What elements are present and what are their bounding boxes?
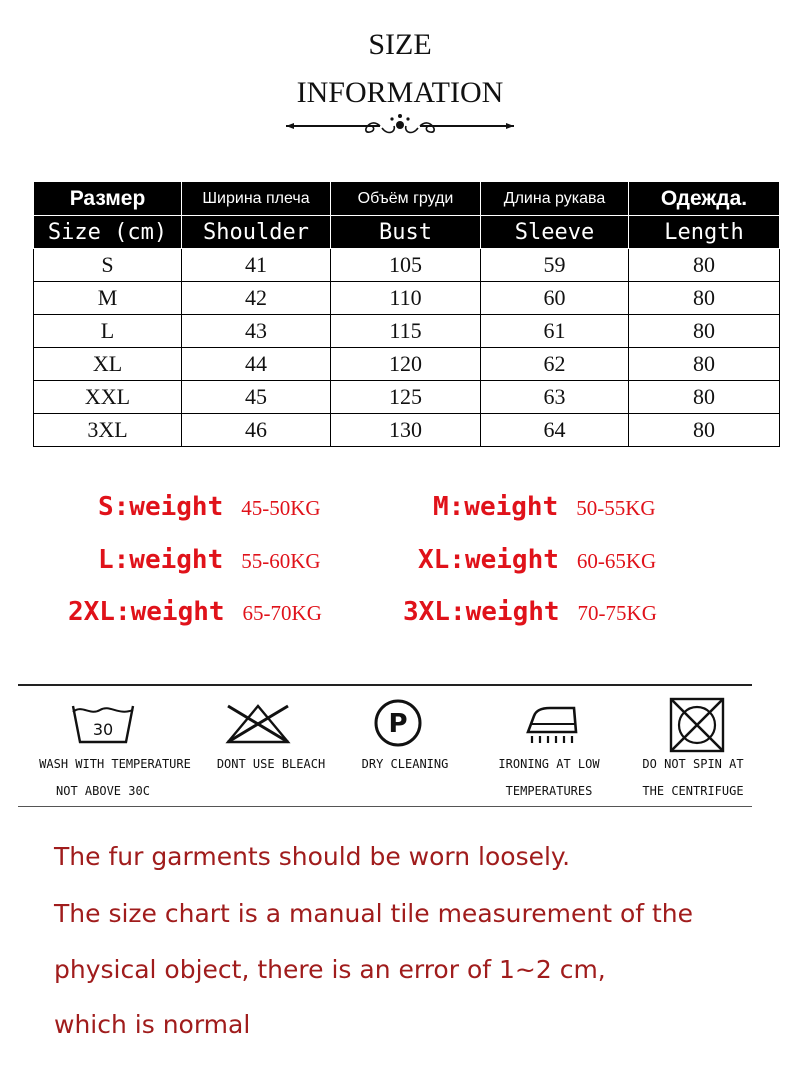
weight-xl	[418, 545, 656, 575]
care-label-spin	[630, 751, 756, 805]
table-row	[34, 381, 780, 414]
cell-sleeve: 62	[481, 348, 629, 381]
cell-length: 80	[629, 414, 780, 447]
cell-size: 3XL	[34, 414, 182, 447]
header-shoulder: Shoulder	[182, 216, 331, 249]
cell-size: XL	[34, 348, 182, 381]
care-label-iron	[486, 751, 612, 805]
cell-sleeve: 64	[481, 414, 629, 447]
weight-m	[433, 492, 656, 522]
header-sleeve: Sleeve	[481, 216, 629, 249]
weight-label: L:weight	[98, 545, 224, 575]
weight-s	[98, 492, 321, 522]
header-row-english	[34, 216, 780, 249]
cell-size: M	[34, 282, 182, 315]
weight-2xl	[68, 597, 322, 627]
cell-length: 80	[629, 282, 780, 315]
care-label-bleach	[206, 751, 336, 778]
cell-bust: 105	[331, 249, 481, 282]
header-size: Size (cm)	[34, 216, 182, 249]
care-text-line: DO NOT SPIN AT	[642, 757, 744, 771]
cell-sleeve: 61	[481, 315, 629, 348]
care-text-line: TEMPERATURES	[505, 784, 593, 798]
cell-sleeve: 63	[481, 381, 629, 414]
care-text-line: NOT ABOVE 30C	[56, 784, 150, 798]
table-row	[34, 249, 780, 282]
wash-30-icon	[70, 702, 136, 746]
header-length-ru: Одежда.	[629, 182, 780, 216]
cell-length: 80	[629, 381, 780, 414]
no-bleach-icon	[222, 702, 294, 746]
weight-label: XL:weight	[418, 545, 559, 575]
weight-value: 70-75KG	[577, 601, 657, 625]
weight-value: 50-55KG	[576, 496, 656, 520]
dry-clean-letter: P	[388, 709, 408, 739]
cell-size: L	[34, 315, 182, 348]
header-size-ru: Размер	[34, 182, 182, 216]
weight-value: 45-50KG	[241, 496, 321, 520]
care-text-line: DONT USE BLEACH	[216, 757, 326, 771]
weight-label: S:weight	[98, 492, 224, 522]
cell-size: S	[34, 249, 182, 282]
cell-length: 80	[629, 249, 780, 282]
weight-value: 55-60KG	[241, 549, 321, 573]
note-line-2: The size chart is a manual tile measurement of the	[54, 899, 694, 928]
cell-bust: 120	[331, 348, 481, 381]
cell-length: 80	[629, 315, 780, 348]
weight-value: 65-70KG	[242, 601, 322, 625]
care-text-line: WASH WITH TEMPERATURE	[39, 757, 191, 771]
cell-shoulder: 43	[182, 315, 331, 348]
note-line-4: which is normal	[54, 1010, 251, 1039]
weight-value: 60-65KG	[576, 549, 657, 573]
weight-label: 3XL:weight	[403, 597, 560, 627]
iron-low-icon	[522, 702, 580, 746]
title-size: SIZE	[368, 28, 432, 61]
note-line-3: physical object, there is an error of 1~2 cm,	[54, 955, 606, 984]
care-label-dry-clean	[350, 751, 460, 778]
weight-l	[98, 545, 321, 575]
cell-size: XXL	[34, 381, 182, 414]
care-text-line: DRY CLEANING	[361, 757, 449, 771]
size-table	[33, 181, 780, 447]
no-tumble-dry-icon	[668, 696, 726, 754]
care-top-rule	[18, 684, 752, 686]
weight-label: M:weight	[433, 492, 559, 522]
cell-shoulder: 42	[182, 282, 331, 315]
cell-sleeve: 60	[481, 282, 629, 315]
care-text-line: IRONING AT LOW	[498, 757, 600, 771]
ornament-divider	[284, 112, 516, 140]
cell-length: 80	[629, 348, 780, 381]
weight-label: 2XL:weight	[68, 597, 225, 627]
header-bust: Bust	[331, 216, 481, 249]
wash-temp-label: 30	[92, 720, 114, 739]
cell-sleeve: 59	[481, 249, 629, 282]
cell-shoulder: 44	[182, 348, 331, 381]
header-sleeve-ru: Длина рукава	[481, 182, 629, 216]
cell-shoulder: 41	[182, 249, 331, 282]
table-row	[34, 348, 780, 381]
weight-3xl	[403, 597, 657, 627]
care-text-line: THE CENTRIFUGE	[642, 784, 744, 798]
header-row-russian	[34, 182, 780, 216]
header-bust-ru: Объём груди	[331, 182, 481, 216]
table-row	[34, 282, 780, 315]
cell-bust: 115	[331, 315, 481, 348]
cell-bust: 130	[331, 414, 481, 447]
table-row	[34, 414, 780, 447]
cell-bust: 110	[331, 282, 481, 315]
header-shoulder-ru: Ширина плеча	[182, 182, 331, 216]
cell-bust: 125	[331, 381, 481, 414]
dry-clean-p-icon	[372, 699, 424, 747]
cell-shoulder: 46	[182, 414, 331, 447]
note-line-1: The fur garments should be worn loosely.	[54, 842, 571, 871]
title-information: INFORMATION	[296, 76, 504, 109]
care-bottom-rule	[18, 806, 752, 807]
cell-shoulder: 45	[182, 381, 331, 414]
table-row	[34, 315, 780, 348]
care-label-wash	[26, 751, 204, 805]
header-length: Length	[629, 216, 780, 249]
